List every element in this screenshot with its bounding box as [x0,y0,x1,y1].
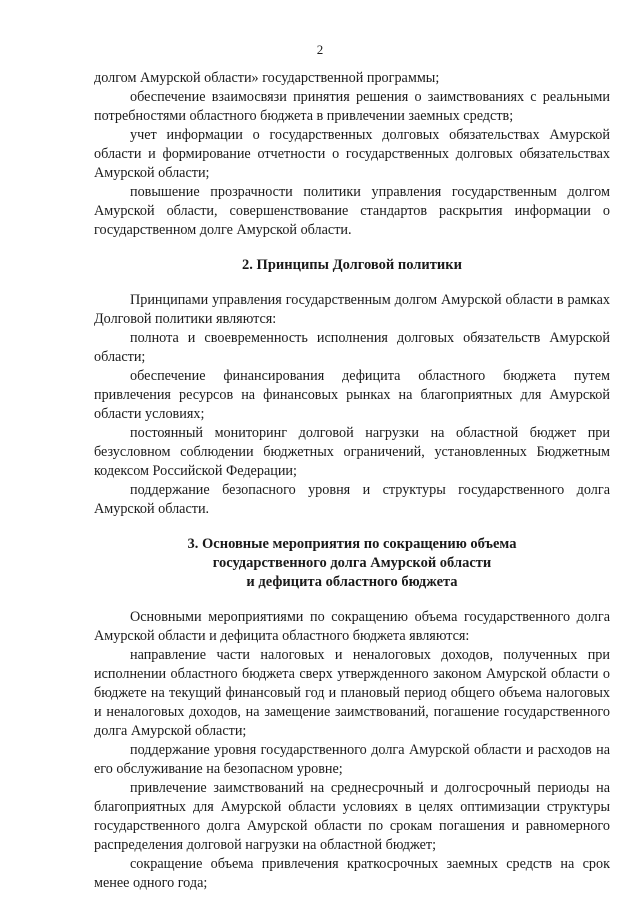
paragraph: Основными мероприятиями по сокращению объема государственного долга Амурской области и дефицита областного бюджета являются: [94,609,610,644]
section-heading-line: 3. Основные мероприятия по сокращению объема [187,536,517,552]
paragraph: Принципами управления государственным долгом Амурской области в рамках Долговой политики являются: [94,292,610,327]
section-heading: 2. Принципы Долговой политики [242,257,462,273]
paragraph: долгом Амурской области» государственной программы; [94,70,440,86]
paragraph: обеспечение взаимосвязи принятия решения о заимствованиях с реальными потребностями областного бюджета в привлечении заемных средств; [94,89,610,124]
paragraph: повышение прозрачности политики управления государственным долгом Амурской области, совершенствование стандартов раскрытия информации о государственном долге Амурской области. [94,184,610,238]
section-heading-line: государственного долга Амурской области [212,555,492,571]
page-number: 2 [316,42,324,57]
paragraph: полнота и своевременность исполнения долговых обязательств Амурской области; [94,330,610,365]
paragraph: поддержание безопасного уровня и структуры государственного долга Амурской области. [94,482,610,517]
paragraph: поддержание уровня государственного долга Амурской области и расходов на его обслуживание на безопасном уровне; [94,742,610,777]
section-heading-line: и дефицита областного бюджета [246,574,458,590]
paragraph: привлечение заимствований на среднесрочный и долгосрочный периоды на благоприятных для Амурской области условиях в целях оптимизации структуры государственного долга Амурской области по срокам погашения и равномерного распределения долговой нагрузки на областной бюджет; [94,780,610,853]
document-body [94,69,610,893]
paragraph: учет информации о государственных долговых обязательствах Амурской области и формирование отчетности о государственных долговых обязательствах Амурской области; [94,127,610,181]
paragraph: обеспечение финансирования дефицита областного бюджета путем привлечения ресурсов на финансовых рынках на благоприятных для Амурской области условиях; [94,368,610,422]
paragraph: постоянный мониторинг долговой нагрузки на областной бюджет при безусловном соблюдении бюджетных ограничений, установленных Бюджетным кодексом Российской Федерации; [94,425,610,479]
paragraph: сокращение объема привлечения краткосрочных заемных средств на срок менее одного года; [94,856,610,891]
paragraph: направление части налоговых и неналоговых доходов, полученных при исполнении областного бюджета сверх утвержденного законом Амурской области о бюджете на текущий финансовый год и плановый период общего объема налоговых и неналоговых доходов, на замещение заимствований, погашение государственного долга Амурской области; [94,647,610,739]
